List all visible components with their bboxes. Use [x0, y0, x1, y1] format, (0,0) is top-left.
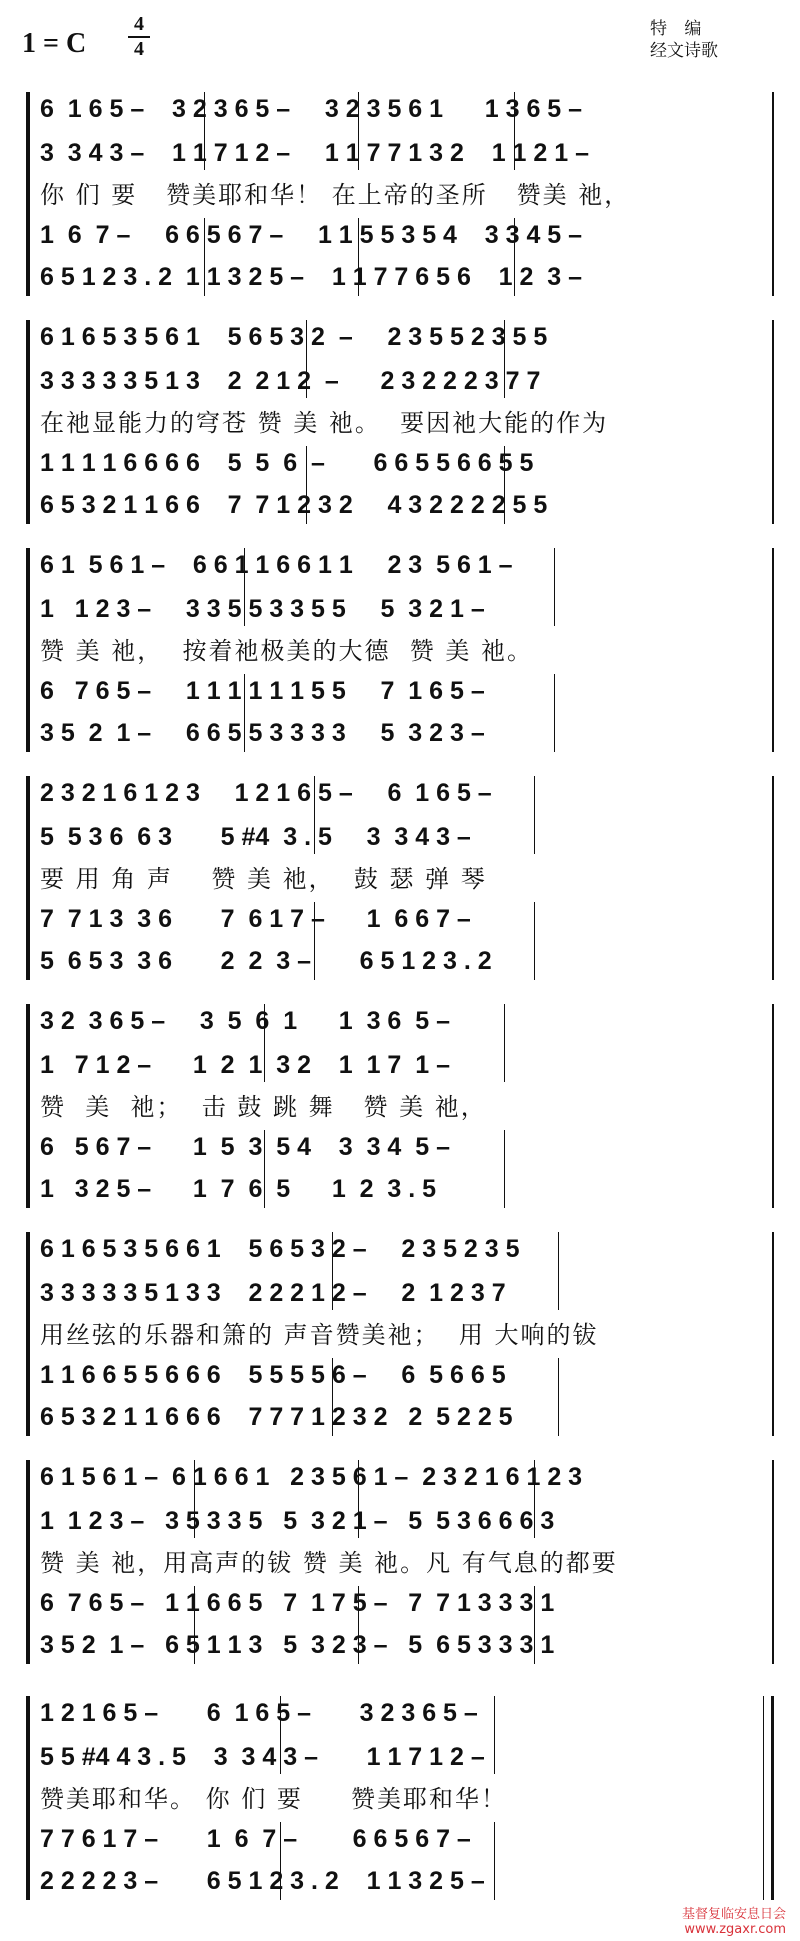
tenor-line: 6 7 6 5 – 1 1 6 6 5 7 1 7 5 – 7 7 1 3 3 3 1: [40, 1589, 555, 1617]
soprano-line: 6 1 6 5 3 5 6 6 1 5 6 5 3 2 – 2 3 5 2 3 5: [40, 1235, 520, 1263]
tenor-line: 1 1 6 6 5 5 6 6 6 5 5 5 5 6 – 6 5 6 6 5: [40, 1361, 506, 1389]
soprano-line: 6 1 5 6 1 – 6 6 1 1 6 6 1 1 2 3 5 6 1 –: [40, 551, 513, 579]
time-signature-bottom: 4: [134, 38, 144, 60]
alto-line: 3 3 4 3 – 1 1 7 1 2 – 1 1 7 7 1 3 2 1 1 2 1 –: [40, 139, 589, 167]
bass-line: 6 5 3 2 1 1 6 6 7 7 1 2 3 2 4 3 2 2 2 2 5 5: [40, 491, 548, 519]
tenor-line: 7 7 6 1 7 – 1 6 7 – 6 6 5 6 7 –: [40, 1825, 471, 1853]
soprano-line: 3 2 3 6 5 – 3 5 6 1 1 3 6 5 –: [40, 1007, 450, 1035]
lyrics-line: 用丝弦的乐器和箫的 声音赞美祂； 用 大响的钹: [40, 1321, 599, 1349]
bass-line: 1 3 2 5 – 1 7 6 5 1 2 3 . 5: [40, 1175, 437, 1203]
lyrics-line: 赞美耶和华。 你 们 要 赞美耶和华！: [40, 1785, 508, 1813]
bass-line: 2 2 2 2 3 – 6 5 1 2 3 . 2 1 1 3 2 5 –: [40, 1867, 485, 1895]
alto-line: 1 1 2 3 – 3 3 5 5 3 3 5 5 5 3 2 1 –: [40, 595, 485, 623]
lyrics-line: 赞 美 祂； 击 鼓 跳 舞 赞 美 祂，: [40, 1093, 487, 1121]
tenor-line: 7 7 1 3 3 6 7 6 1 7 – 1 6 6 7 –: [40, 905, 471, 933]
tenor-line: 1 6 7 – 6 6 5 6 7 – 1 1 5 5 3 5 4 3 3 4 5 –: [40, 221, 583, 249]
bass-line: 5 6 5 3 3 6 2 2 3 – 6 5 1 2 3 . 2: [40, 947, 492, 975]
watermark: [682, 1907, 786, 1937]
bass-line: 3 5 2 1 – 6 5 1 1 3 5 3 2 3 – 5 6 5 3 3 3 1: [40, 1631, 555, 1659]
time-signature-top: 4: [134, 13, 144, 35]
bass-line: 6 5 1 2 3 . 2 1 1 3 2 5 – 1 1 7 7 6 5 6 1 2 3 –: [40, 263, 583, 291]
soprano-line: 6 1 5 6 1 – 6 1 6 6 1 2 3 5 6 1 – 2 3 2 1 6 1 2 3: [40, 1463, 583, 1491]
bass-line: 3 5 2 1 – 6 6 5 5 3 3 3 3 5 3 2 3 –: [40, 719, 485, 747]
lyrics-line: 赞 美 祂， 按着祂极美的大德 赞 美 祂。: [40, 637, 534, 665]
lyrics-line: 要 用 角 声 赞 美 祂， 鼓 瑟 弹 琴: [40, 865, 487, 893]
soprano-line: 6 1 6 5 – 3 2 3 6 5 – 3 2 3 5 6 1 1 3 6 5 –: [40, 95, 583, 123]
lyrics-line: 赞 美 祂，用高声的钹 赞 美 祂。凡 有气息的都要: [40, 1549, 618, 1577]
tenor-line: 6 7 6 5 – 1 1 1 1 1 1 5 5 7 1 6 5 –: [40, 677, 485, 705]
lyrics-line: 你 们 要 赞美耶和华！ 在上帝的圣所 赞美 祂，: [40, 181, 631, 209]
source-label: 经文诗歌: [650, 41, 718, 61]
score-system-5: [26, 1004, 774, 1208]
score-system-4: [26, 776, 774, 980]
key-signature: 1 = C: [22, 28, 87, 59]
score-system-6: [26, 1232, 774, 1436]
score-system-3: [26, 548, 774, 752]
bass-line: 6 5 3 2 1 1 6 6 6 7 7 7 1 2 3 2 2 5 2 2 5: [40, 1403, 513, 1431]
arranger-label: 特 编: [650, 19, 708, 39]
alto-line: 5 5 #4 4 3 . 5 3 3 4 3 – 1 1 7 1 2 –: [40, 1743, 485, 1771]
score-system-1: [26, 92, 774, 296]
soprano-line: 6 1 6 5 3 5 6 1 5 6 5 3 2 – 2 3 5 5 2 3 5 5: [40, 323, 548, 351]
score-system-8: [26, 1696, 774, 1900]
tenor-line: 6 5 6 7 – 1 5 3 5 4 3 3 4 5 –: [40, 1133, 450, 1161]
watermark-title: 基督复临安息日会: [681, 1907, 786, 1922]
tenor-line: 1 1 1 1 6 6 6 6 5 5 6 – 6 6 5 5 6 6 5 5: [40, 449, 534, 477]
credits: [650, 18, 760, 62]
alto-line: 1 7 1 2 – 1 2 1 3 2 1 1 7 1 –: [40, 1051, 450, 1079]
alto-line: 5 5 3 6 6 3 5 #4 3 . 5 3 3 4 3 –: [40, 823, 471, 851]
score-system-2: [26, 320, 774, 524]
alto-line: 1 1 2 3 – 3 5 3 3 5 5 3 2 1 – 5 5 3 6 6 6 3: [40, 1507, 555, 1535]
alto-line: 3 3 3 3 3 5 1 3 3 2 2 2 1 2 – 2 1 2 3 7: [40, 1279, 506, 1307]
alto-line: 3 3 3 3 3 5 1 3 2 2 1 2 – 2 3 2 2 2 3 7 7: [40, 367, 541, 395]
soprano-line: 1 2 1 6 5 – 6 1 6 5 – 3 2 3 6 5 –: [40, 1699, 478, 1727]
time-signature: [128, 14, 150, 60]
soprano-line: 2 3 2 1 6 1 2 3 1 2 1 6 5 – 6 1 6 5 –: [40, 779, 492, 807]
watermark-url: www.zgaxr.com: [684, 1922, 786, 1937]
lyrics-line: 在祂显能力的穹苍 赞 美 祂。 要因祂大能的作为: [40, 409, 609, 437]
score-system-7: [26, 1460, 774, 1664]
